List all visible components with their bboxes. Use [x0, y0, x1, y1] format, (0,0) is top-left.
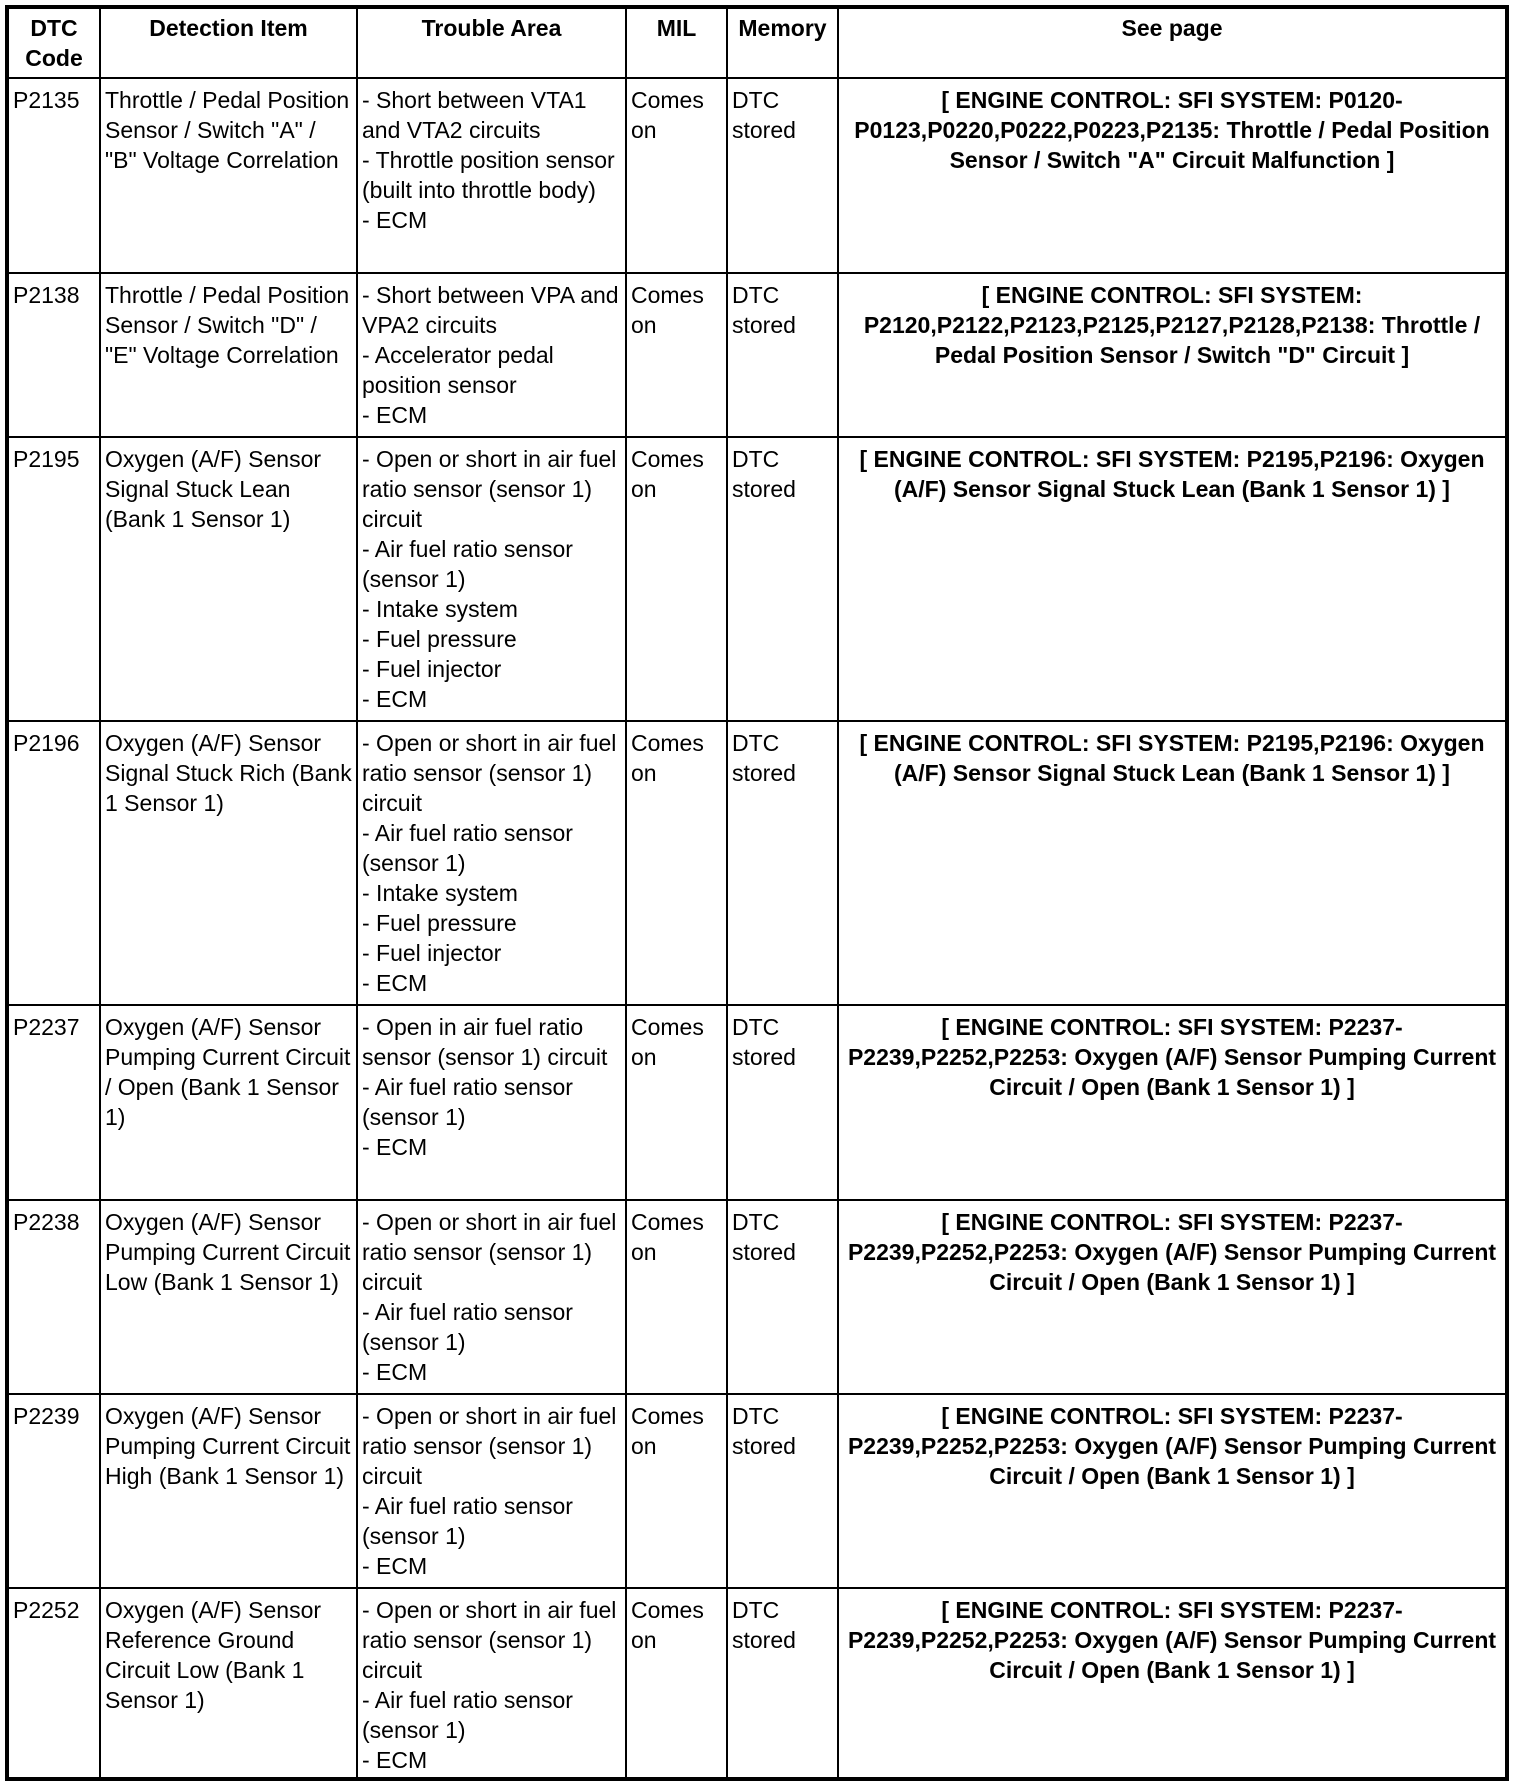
trouble-area-item: - ECM: [362, 970, 428, 996]
trouble-area-cell: [357, 1588, 626, 1779]
memory-cell: DTC stored: [727, 1394, 838, 1588]
see-page-link[interactable]: [ ENGINE CONTROL: SFI SYSTEM: P2120,P2122,P2123,P2125,P2127,P2128,P2138: Throttle / Pedal Position Sensor / Switch "D" Circuit ]: [838, 273, 1507, 437]
table-header-row: [7, 7, 1507, 78]
trouble-area-item: - Intake system: [362, 880, 518, 906]
trouble-area-item: - ECM: [362, 1359, 428, 1385]
trouble-area-item: - Air fuel ratio sensor (sensor 1): [362, 1074, 573, 1130]
detection-item-cell: Throttle / Pedal Position Sensor / Switch "A" / "B" Voltage Correlation: [100, 78, 357, 273]
table-row: [7, 78, 1507, 273]
memory-cell: DTC stored: [727, 1588, 838, 1779]
trouble-area-item: - Accelerator pedal position sensor: [362, 342, 554, 398]
trouble-area-item: - Open or short in air fuel ratio sensor (sensor 1) circuit: [362, 1597, 617, 1683]
trouble-area-item: - Short between VTA1 and VTA2 circuits: [362, 87, 587, 143]
trouble-area-item: - Air fuel ratio sensor (sensor 1): [362, 820, 573, 876]
table-row: [7, 721, 1507, 1005]
trouble-area-item: - ECM: [362, 1553, 428, 1579]
mil-cell: Comes on: [626, 721, 727, 1005]
trouble-area-item: - Fuel injector: [362, 940, 502, 966]
dtc-code-cell: P2195: [7, 437, 100, 721]
header-dtc-code: DTC Code: [7, 7, 100, 78]
dtc-code-cell: P2196: [7, 721, 100, 1005]
mil-cell: Comes on: [626, 1005, 727, 1200]
detection-item-cell: Throttle / Pedal Position Sensor / Switch "D" / "E" Voltage Correlation: [100, 273, 357, 437]
trouble-area-item: - Open or short in air fuel ratio sensor (sensor 1) circuit: [362, 1403, 617, 1489]
trouble-area-item: - Fuel pressure: [362, 626, 517, 652]
detection-item-cell: Oxygen (A/F) Sensor Pumping Current Circuit Low (Bank 1 Sensor 1): [100, 1200, 357, 1394]
header-see-page: See page: [838, 7, 1507, 78]
trouble-area-cell: [357, 78, 626, 273]
detection-item-cell: Oxygen (A/F) Sensor Pumping Current Circuit / Open (Bank 1 Sensor 1): [100, 1005, 357, 1200]
trouble-area-cell: [357, 437, 626, 721]
mil-cell: Comes on: [626, 1394, 727, 1588]
dtc-code-cell: P2252: [7, 1588, 100, 1779]
dtc-code-cell: P2135: [7, 78, 100, 273]
detection-item-cell: Oxygen (A/F) Sensor Signal Stuck Lean (Bank 1 Sensor 1): [100, 437, 357, 721]
mil-cell: Comes on: [626, 437, 727, 721]
detection-item-cell: Oxygen (A/F) Sensor Pumping Current Circuit High (Bank 1 Sensor 1): [100, 1394, 357, 1588]
memory-cell: DTC stored: [727, 78, 838, 273]
memory-cell: DTC stored: [727, 721, 838, 1005]
trouble-area-item: - Open in air fuel ratio sensor (sensor 1) circuit: [362, 1014, 608, 1070]
memory-cell: DTC stored: [727, 437, 838, 721]
see-page-link[interactable]: [ ENGINE CONTROL: SFI SYSTEM: P2237-P2239,P2252,P2253: Oxygen (A/F) Sensor Pumping Current Circuit / Open (Bank 1 Sensor 1) ]: [838, 1588, 1507, 1779]
table-row: [7, 273, 1507, 437]
table-row: [7, 1200, 1507, 1394]
table-row: [7, 1394, 1507, 1588]
trouble-area-item: - ECM: [362, 207, 428, 233]
see-page-link[interactable]: [ ENGINE CONTROL: SFI SYSTEM: P2237-P2239,P2252,P2253: Oxygen (A/F) Sensor Pumping Current Circuit / Open (Bank 1 Sensor 1) ]: [838, 1200, 1507, 1394]
trouble-area-item: - ECM: [362, 1747, 428, 1773]
trouble-area-cell: [357, 1394, 626, 1588]
trouble-area-item: - Air fuel ratio sensor (sensor 1): [362, 1299, 573, 1355]
memory-cell: DTC stored: [727, 1005, 838, 1200]
trouble-area-item: - Open or short in air fuel ratio sensor (sensor 1) circuit: [362, 730, 617, 816]
trouble-area-item: - Throttle position sensor (built into throttle body): [362, 147, 615, 203]
trouble-area-item: - Air fuel ratio sensor (sensor 1): [362, 536, 573, 592]
memory-cell: DTC stored: [727, 1200, 838, 1394]
trouble-area-cell: [357, 1200, 626, 1394]
header-mil: MIL: [626, 7, 727, 78]
table-row: [7, 437, 1507, 721]
dtc-table: [5, 5, 1509, 1781]
dtc-code-cell: P2138: [7, 273, 100, 437]
dtc-code-cell: P2238: [7, 1200, 100, 1394]
see-page-link[interactable]: [ ENGINE CONTROL: SFI SYSTEM: P2237-P2239,P2252,P2253: Oxygen (A/F) Sensor Pumping Current Circuit / Open (Bank 1 Sensor 1) ]: [838, 1394, 1507, 1588]
trouble-area-cell: [357, 1005, 626, 1200]
trouble-area-item: - Open or short in air fuel ratio sensor (sensor 1) circuit: [362, 1209, 617, 1295]
mil-cell: Comes on: [626, 1588, 727, 1779]
trouble-area-item: - ECM: [362, 1134, 428, 1160]
trouble-area-item: - Open or short in air fuel ratio sensor (sensor 1) circuit: [362, 446, 617, 532]
mil-cell: Comes on: [626, 1200, 727, 1394]
see-page-link[interactable]: [ ENGINE CONTROL: SFI SYSTEM: P2195,P2196: Oxygen (A/F) Sensor Signal Stuck Lean (Bank 1 Sensor 1) ]: [838, 721, 1507, 1005]
trouble-area-item: - Intake system: [362, 596, 518, 622]
dtc-code-cell: P2237: [7, 1005, 100, 1200]
detection-item-cell: Oxygen (A/F) Sensor Reference Ground Circuit Low (Bank 1 Sensor 1): [100, 1588, 357, 1779]
trouble-area-item: - Air fuel ratio sensor (sensor 1): [362, 1493, 573, 1549]
table-row: [7, 1588, 1507, 1779]
table-row: [7, 1005, 1507, 1200]
trouble-area-item: - Fuel pressure: [362, 910, 517, 936]
header-detection-item: Detection Item: [100, 7, 357, 78]
detection-item-cell: Oxygen (A/F) Sensor Signal Stuck Rich (Bank 1 Sensor 1): [100, 721, 357, 1005]
trouble-area-cell: [357, 273, 626, 437]
trouble-area-item: - ECM: [362, 686, 428, 712]
memory-cell: DTC stored: [727, 273, 838, 437]
see-page-link[interactable]: [ ENGINE CONTROL: SFI SYSTEM: P0120-P0123,P0220,P0222,P0223,P2135: Throttle / Pedal Position Sensor / Switch "A" Circuit Malfunction ]: [838, 78, 1507, 273]
trouble-area-item: - Air fuel ratio sensor (sensor 1): [362, 1687, 573, 1743]
trouble-area-item: - Fuel injector: [362, 656, 502, 682]
header-memory: Memory: [727, 7, 838, 78]
trouble-area-item: - Short between VPA and VPA2 circuits: [362, 282, 619, 338]
table-body: [7, 78, 1507, 1779]
see-page-link[interactable]: [ ENGINE CONTROL: SFI SYSTEM: P2237-P2239,P2252,P2253: Oxygen (A/F) Sensor Pumping Current Circuit / Open (Bank 1 Sensor 1) ]: [838, 1005, 1507, 1200]
see-page-link[interactable]: [ ENGINE CONTROL: SFI SYSTEM: P2195,P2196: Oxygen (A/F) Sensor Signal Stuck Lean (Bank 1 Sensor 1) ]: [838, 437, 1507, 721]
trouble-area-cell: [357, 721, 626, 1005]
header-trouble-area: Trouble Area: [357, 7, 626, 78]
mil-cell: Comes on: [626, 78, 727, 273]
trouble-area-item: - ECM: [362, 402, 428, 428]
mil-cell: Comes on: [626, 273, 727, 437]
dtc-code-cell: P2239: [7, 1394, 100, 1588]
